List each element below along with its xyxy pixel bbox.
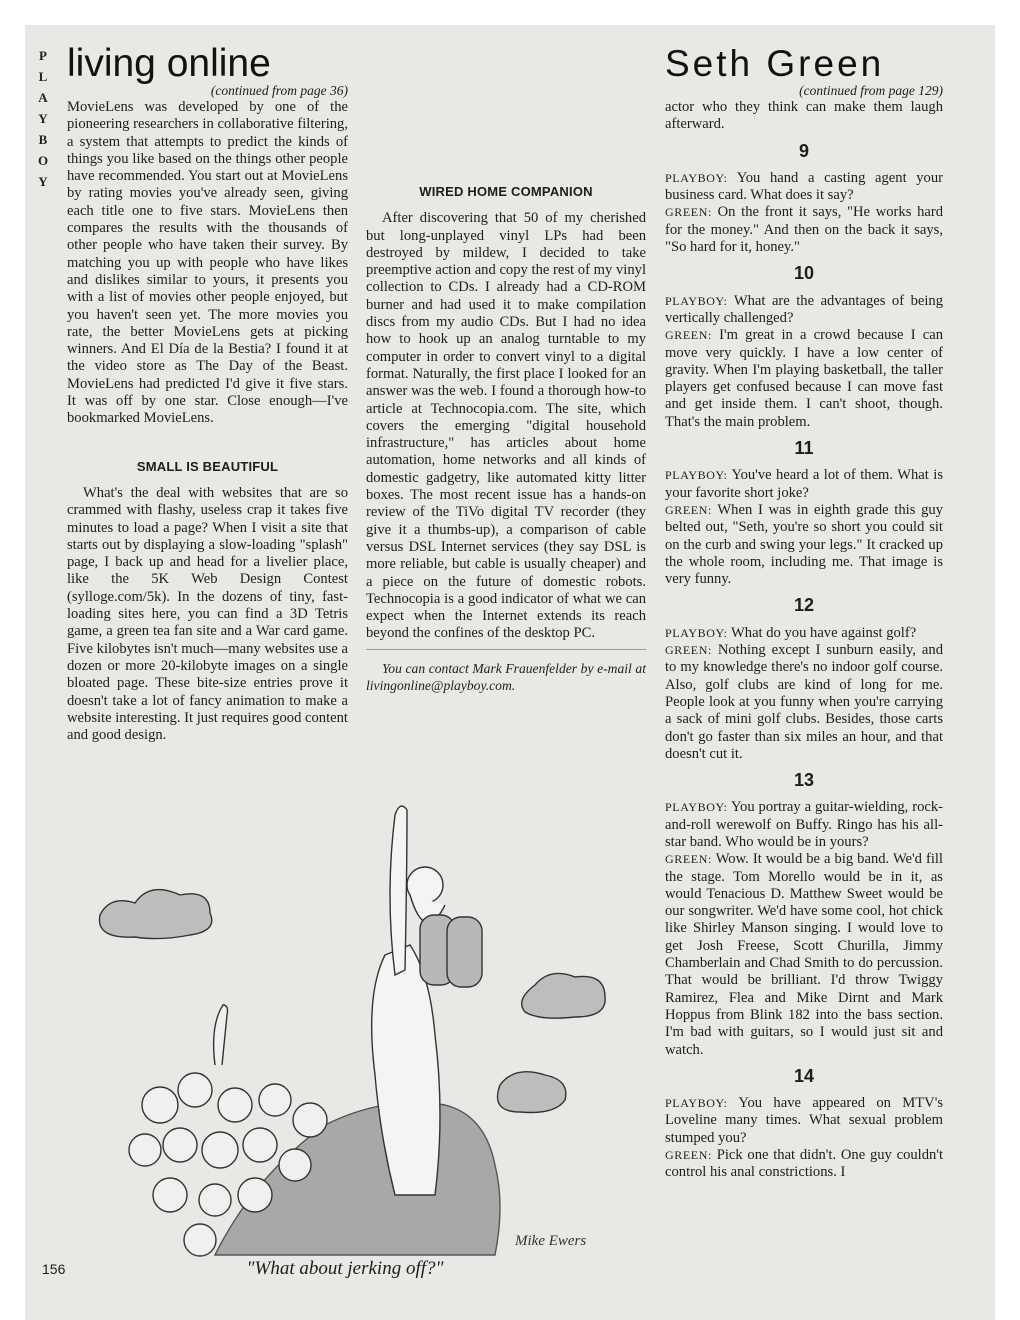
masthead-letter: B (38, 132, 48, 147)
masthead-letter: O (37, 153, 49, 168)
lead-paragraph: actor who they think can make them laugh afterward. (665, 99, 943, 133)
question-number: 9 (798, 140, 809, 161)
interview-answer (665, 327, 943, 431)
seth-green-title: Seth Green (665, 43, 885, 84)
speaker-label-green: GREEN: (665, 852, 712, 867)
movielens-paragraph: MovieLens was developed by one of the pioneering researchers in collaborative filtering, a system that attempts to predict the kinds of things you like based on the things other people have recommended. You start out at MovieLens by rating movies you've already seen, giving each title one to five stars. MovieLens then compares the results with the thousands of other people who have taken their survey. By matching you up with people who have likes and dislikes similar to yours, it presents you with a list of movies other people enjoyed, but you haven't seen yet. The more movies you rate, the better MovieLens gets at picking winners. And El Día de la Bestia? I found it at the video store as The Day of the Beast. MovieLens had predicted I'd give it five stars. It was off by one star. Close enough—I've bookmarked MovieLens. (67, 99, 348, 427)
question-text: You portray a guitar-wielding, rock-and-roll werewolf on Buffy. Ringo has his all-star band. Who would be in yours? (665, 799, 943, 850)
interview-question (665, 467, 943, 502)
masthead-letter: P (39, 48, 47, 63)
interview-question (665, 625, 943, 642)
interview-answer (665, 502, 943, 588)
wired-home-companion-paragraph: After discovering that 50 of my cherished but long-unplayed vinyl LPs had been destroyed by mildew, I decided to take preemptive action and copy the rest of my vinyl collection to CDs. I already had a CD-ROM burner and had used it to make compilation discs from my audio CDs. But I had no idea how to hook up an analog turntable to my computer in order to convert vinyl to a digital format. Naturally, the first place I looked for an answer was the web. I found a thorough how-to article at Technocopia.com. The site, which covers the emerging "digital household infrastructure," has articles about home automation, home networks and all kinds of domestic gadgetry, like automated kitty litter boxes. The most recent issue has a hands-on review of the TiVo digital TV recorder (they give it a thumbs-up), a comparison of cable versus DSL Internet services (they say DSL is more reliable, but cable is usually cheaper) and a piece on the future of domestic robots. Technocopia is a good indicator of what we can expect when the Internet extends its reach beyond the confines of the desktop PC. (366, 210, 646, 642)
masthead-letter: Y (38, 111, 48, 126)
question-number: 12 (793, 595, 815, 616)
question-number: 14 (793, 1065, 815, 1086)
interview-answer (665, 1147, 943, 1182)
question-number: 13 (793, 770, 815, 791)
question-text: What do you have against golf? (731, 624, 917, 641)
continued-note: (continued from page 129) (799, 83, 943, 98)
interview-answer (665, 204, 943, 256)
answer-text: Wow. It would be a big band. We'd fill the stage. Tom Morello would be in it, as would Tenacious D. Matthew Sweet would be our songwriter. We'd have some cool, hot chick like Shirley Manson singing. I would love to get Josh Freese, Scott Churilla, Jimmy Chamberlain and Chad Smith to do percussion. That would be brilliant. I'd throw Twiggy Ramirez, Flea and Mike Dirnt and Mark Hoppus from Blink 182 into the bass section. I'm bad with guitars, so I would just sit and watch. (665, 851, 943, 1058)
answer-text: I'm great in a crowd because I can move very quickly. I have a low center of gravity. When I'm playing basketball, the taller players get confused because I can move fast and get inside them. I can't shoot, though. That's the main problem. (665, 327, 943, 430)
speaker-label-green: GREEN: (665, 643, 712, 658)
masthead-letter: L (38, 69, 48, 84)
column-3 (665, 45, 943, 1182)
speaker-label-green: GREEN: (665, 205, 712, 220)
stone-tablet-right (447, 917, 482, 987)
continued-note: (continued from page 36) (210, 83, 348, 98)
moses-arm (390, 806, 407, 975)
interview-questions (665, 140, 944, 1182)
speaker-label-green: GREEN: (665, 328, 712, 343)
cartoon-caption: "What about jerking off?" (246, 1258, 444, 1279)
speaker-label-green: GREEN: (665, 1148, 712, 1163)
interview-question (665, 293, 943, 328)
speaker-label-playboy: PLAYBOY: (665, 293, 728, 308)
column-2 (366, 45, 646, 694)
question-text: You hand a casting agent your business card. What does it say? (665, 169, 943, 204)
question-text: What are the advantages of being vertically challenged? (665, 292, 943, 326)
speaker-label-playboy: PLAYBOY: (665, 1096, 728, 1111)
living-online-title: living online (67, 42, 271, 85)
masthead-letter: A (38, 90, 48, 105)
interview-answer (665, 642, 943, 763)
answer-text: When I was in eighth grade this guy belted out, "Seth, you're so short you could sit on the curb and swing your legs." It cracked up the whole room, including me. That image is very funny. (665, 501, 943, 588)
answer-text: On the front it says, "He works hard for the money." And then on the back it says, "So hard for it, honey." (665, 204, 943, 256)
speaker-label-playboy: PLAYBOY: (665, 468, 728, 483)
wired-home-companion-heading: WIRED HOME COMPANION (419, 184, 593, 199)
speaker-label-playboy: PLAYBOY: (665, 170, 728, 185)
answer-text: Pick one that didn't. One guy couldn't control his anal constrictions. I (665, 1147, 943, 1181)
divider (366, 649, 646, 650)
contact-note: You can contact Mark Frauenfelder by e-mail at livingonline@playboy.com. (366, 660, 646, 693)
column-1 (67, 42, 348, 744)
artist-signature: Mike Ewers (515, 1233, 587, 1249)
masthead-playboy (33, 45, 53, 192)
cloud-left (99, 890, 211, 939)
interview-answer (665, 851, 943, 1059)
speaker-label-green: GREEN: (665, 502, 712, 517)
cloud-mid (498, 1072, 566, 1113)
magazine-page (25, 25, 995, 1320)
interview-question (665, 170, 943, 205)
speaker-label-playboy: PLAYBOY: (665, 625, 728, 640)
interview-question (665, 1095, 943, 1147)
question-text: You have appeared on MTV's Loveline many times. What sexual problem stumped you? (665, 1095, 944, 1146)
speaker-label-playboy: PLAYBOY: (665, 800, 728, 815)
small-is-beautiful-paragraph: What's the deal with websites that are so crammed with flashy, useless crap it takes five minutes to load a page? When I visit a site that starts out by displaying a slow-loading "splash" page, I back up and head for a livelier place, like the 5K Web Design Contest (sylloge.com/5k). In the dozens of tiny, fast-loading sites here, you can find a 3D Tetris game, a green tea fan site and a War card game. Five kilobytes isn't much—many websites use a dozen or more 20-kilobyte images on a single bloated page. These bite-size entries prove it doesn't take a lot of fancy animation to make a website interesting. It just requires good content and good design. (67, 484, 348, 744)
answer-text: Nothing except I sunburn easily, and to my knowledge there's no indoor golf course. Also, golf clubs are kind of long for me. People look at you funny when you're carrying a sack of mini golf clubs. Besides, those carts don't go faster than six miles an hour, and that doesn't cut it. (665, 642, 943, 762)
masthead-letter: Y (38, 174, 48, 189)
page-number: 156 (42, 1261, 66, 1277)
question-number: 10 (793, 263, 815, 284)
cloud-right (522, 973, 605, 1018)
question-number: 11 (794, 438, 814, 459)
question-text: You've heard a lot of them. What is your favorite short joke? (665, 467, 944, 501)
column-2-continuation-space (366, 45, 646, 145)
interview-question (665, 799, 943, 851)
small-is-beautiful-heading: SMALL IS BEAUTIFUL (136, 458, 279, 474)
cartoon-illustration (65, 775, 625, 1275)
